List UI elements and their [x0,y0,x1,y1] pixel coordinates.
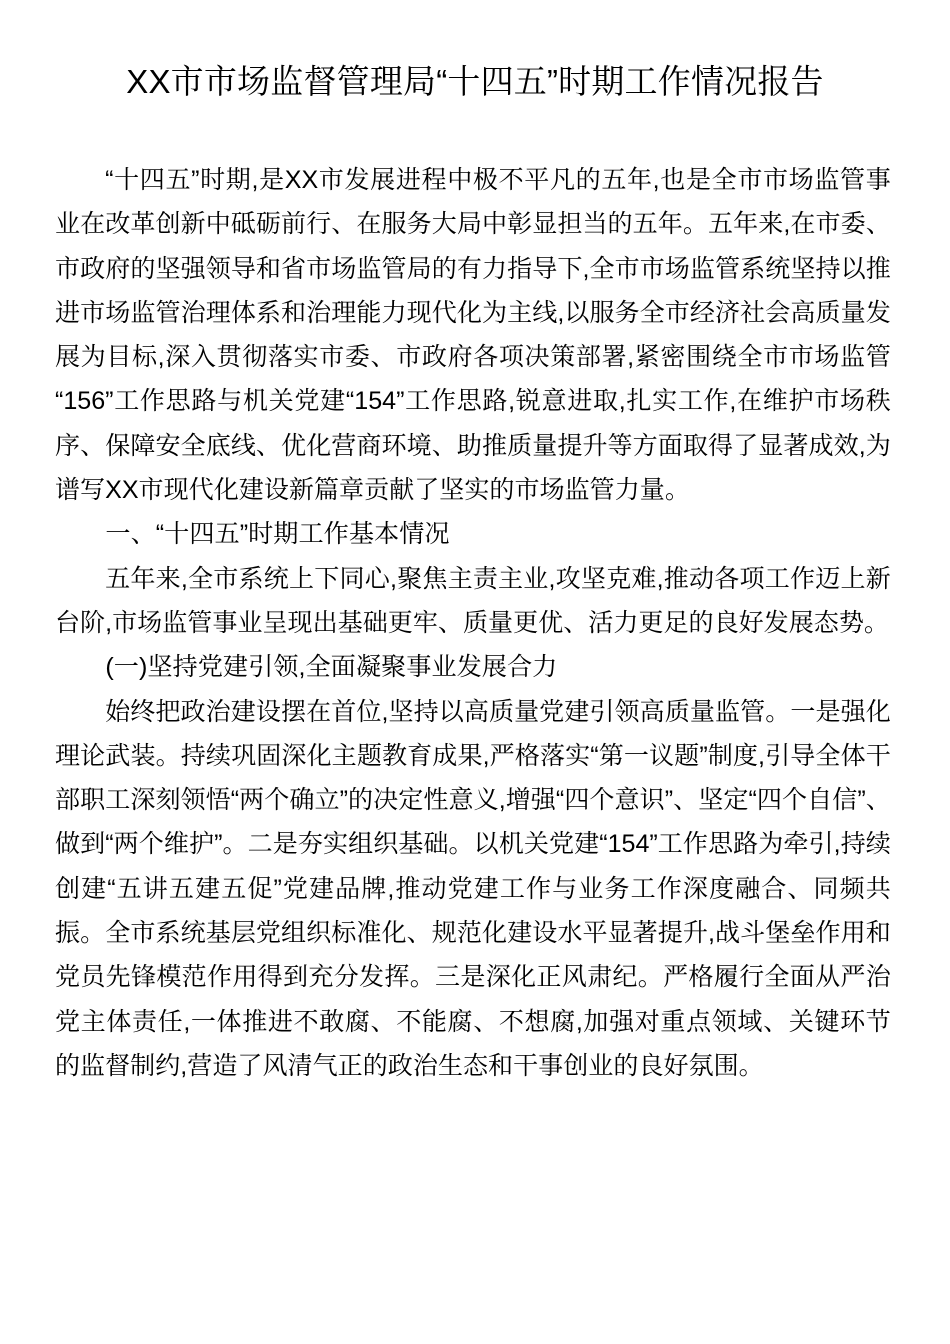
subsection-heading-1: (一)坚持党建引领,全面凝聚事业发展合力 [105,653,558,682]
section-heading-1: 一、“十四五”时期工作基本情况 [105,520,450,549]
document-body [55,110,895,1088]
emphasis-run: 二是 [247,830,298,859]
text-run: 夯实组织基础。以机关党建“154”工作思路为牵引,持续创建“五讲五建五促”党建品牌,推动党建工作与业务工作深度融合、同频共振。全市系统基层党组织标准化、规范化建设水平显著提升,战斗堡垒作用和党员先锋模范作用得到充分发挥。 [55,830,891,992]
paragraph-subsection-1-body [55,690,891,1089]
text-run: 深化正风肃纪。严格履行全面从严治党主体责任,一体推进不敢腐、不能腐、不想腐,加强对重点领域、关键环节的监督制约,营造了风清气正的政治生态和干事创业的良好氛围。 [55,963,891,1080]
paragraph-section-1-intro: 五年来,全市系统上下同心,聚焦主责主业,攻坚克难,推动各项工作迈上新台阶,市场监管事业呈现出基础更牢、质量更优、活力更足的良好发展态势。 [55,564,891,637]
text-run: 始终把政治建设摆在首位,坚持以高质量党建引领高质量监管。 [105,697,791,726]
paragraph-opening: “十四五”时期,是XX市发展进程中极不平凡的五年,也是全市市场监管事业在改革创新中砥砺前行、在服务大局中彰显担当的五年。五年来,在市委、市政府的坚强领导和省市场监管局的有力指导下,全市市场监管系统坚持以推进市场监管治理体系和治理能力现代化为主线,以服务全市经济社会高质量发展为目标,深入贯彻落实市委、市政府各项决策部署,紧密围绕全市市场监管“156”工作思路与机关党建“154”工作思路,锐意进取,扎实工作,在维护市场秩序、保障安全底线、优化营商环境、助推质量提升等方面取得了显著成效,为谱写XX市现代化建设新篇章贡献了坚实的市场监管力量。 [55,166,891,505]
text-run: 强化理论武装。持续巩固深化主题教育成果,严格落实“第一议题”制度,引导全体干部职工深刻领悟“两个确立”的决定性意义,增强“四个意识”、坚定“四个自信”、做到“两个维护”。 [55,697,891,859]
page-title: XX市市场监督管理局“十四五”时期工作情况报告 [126,64,824,101]
title-spacer [55,110,895,158]
emphasis-run: 一是 [790,697,841,726]
emphasis-run: 三是 [435,963,486,992]
